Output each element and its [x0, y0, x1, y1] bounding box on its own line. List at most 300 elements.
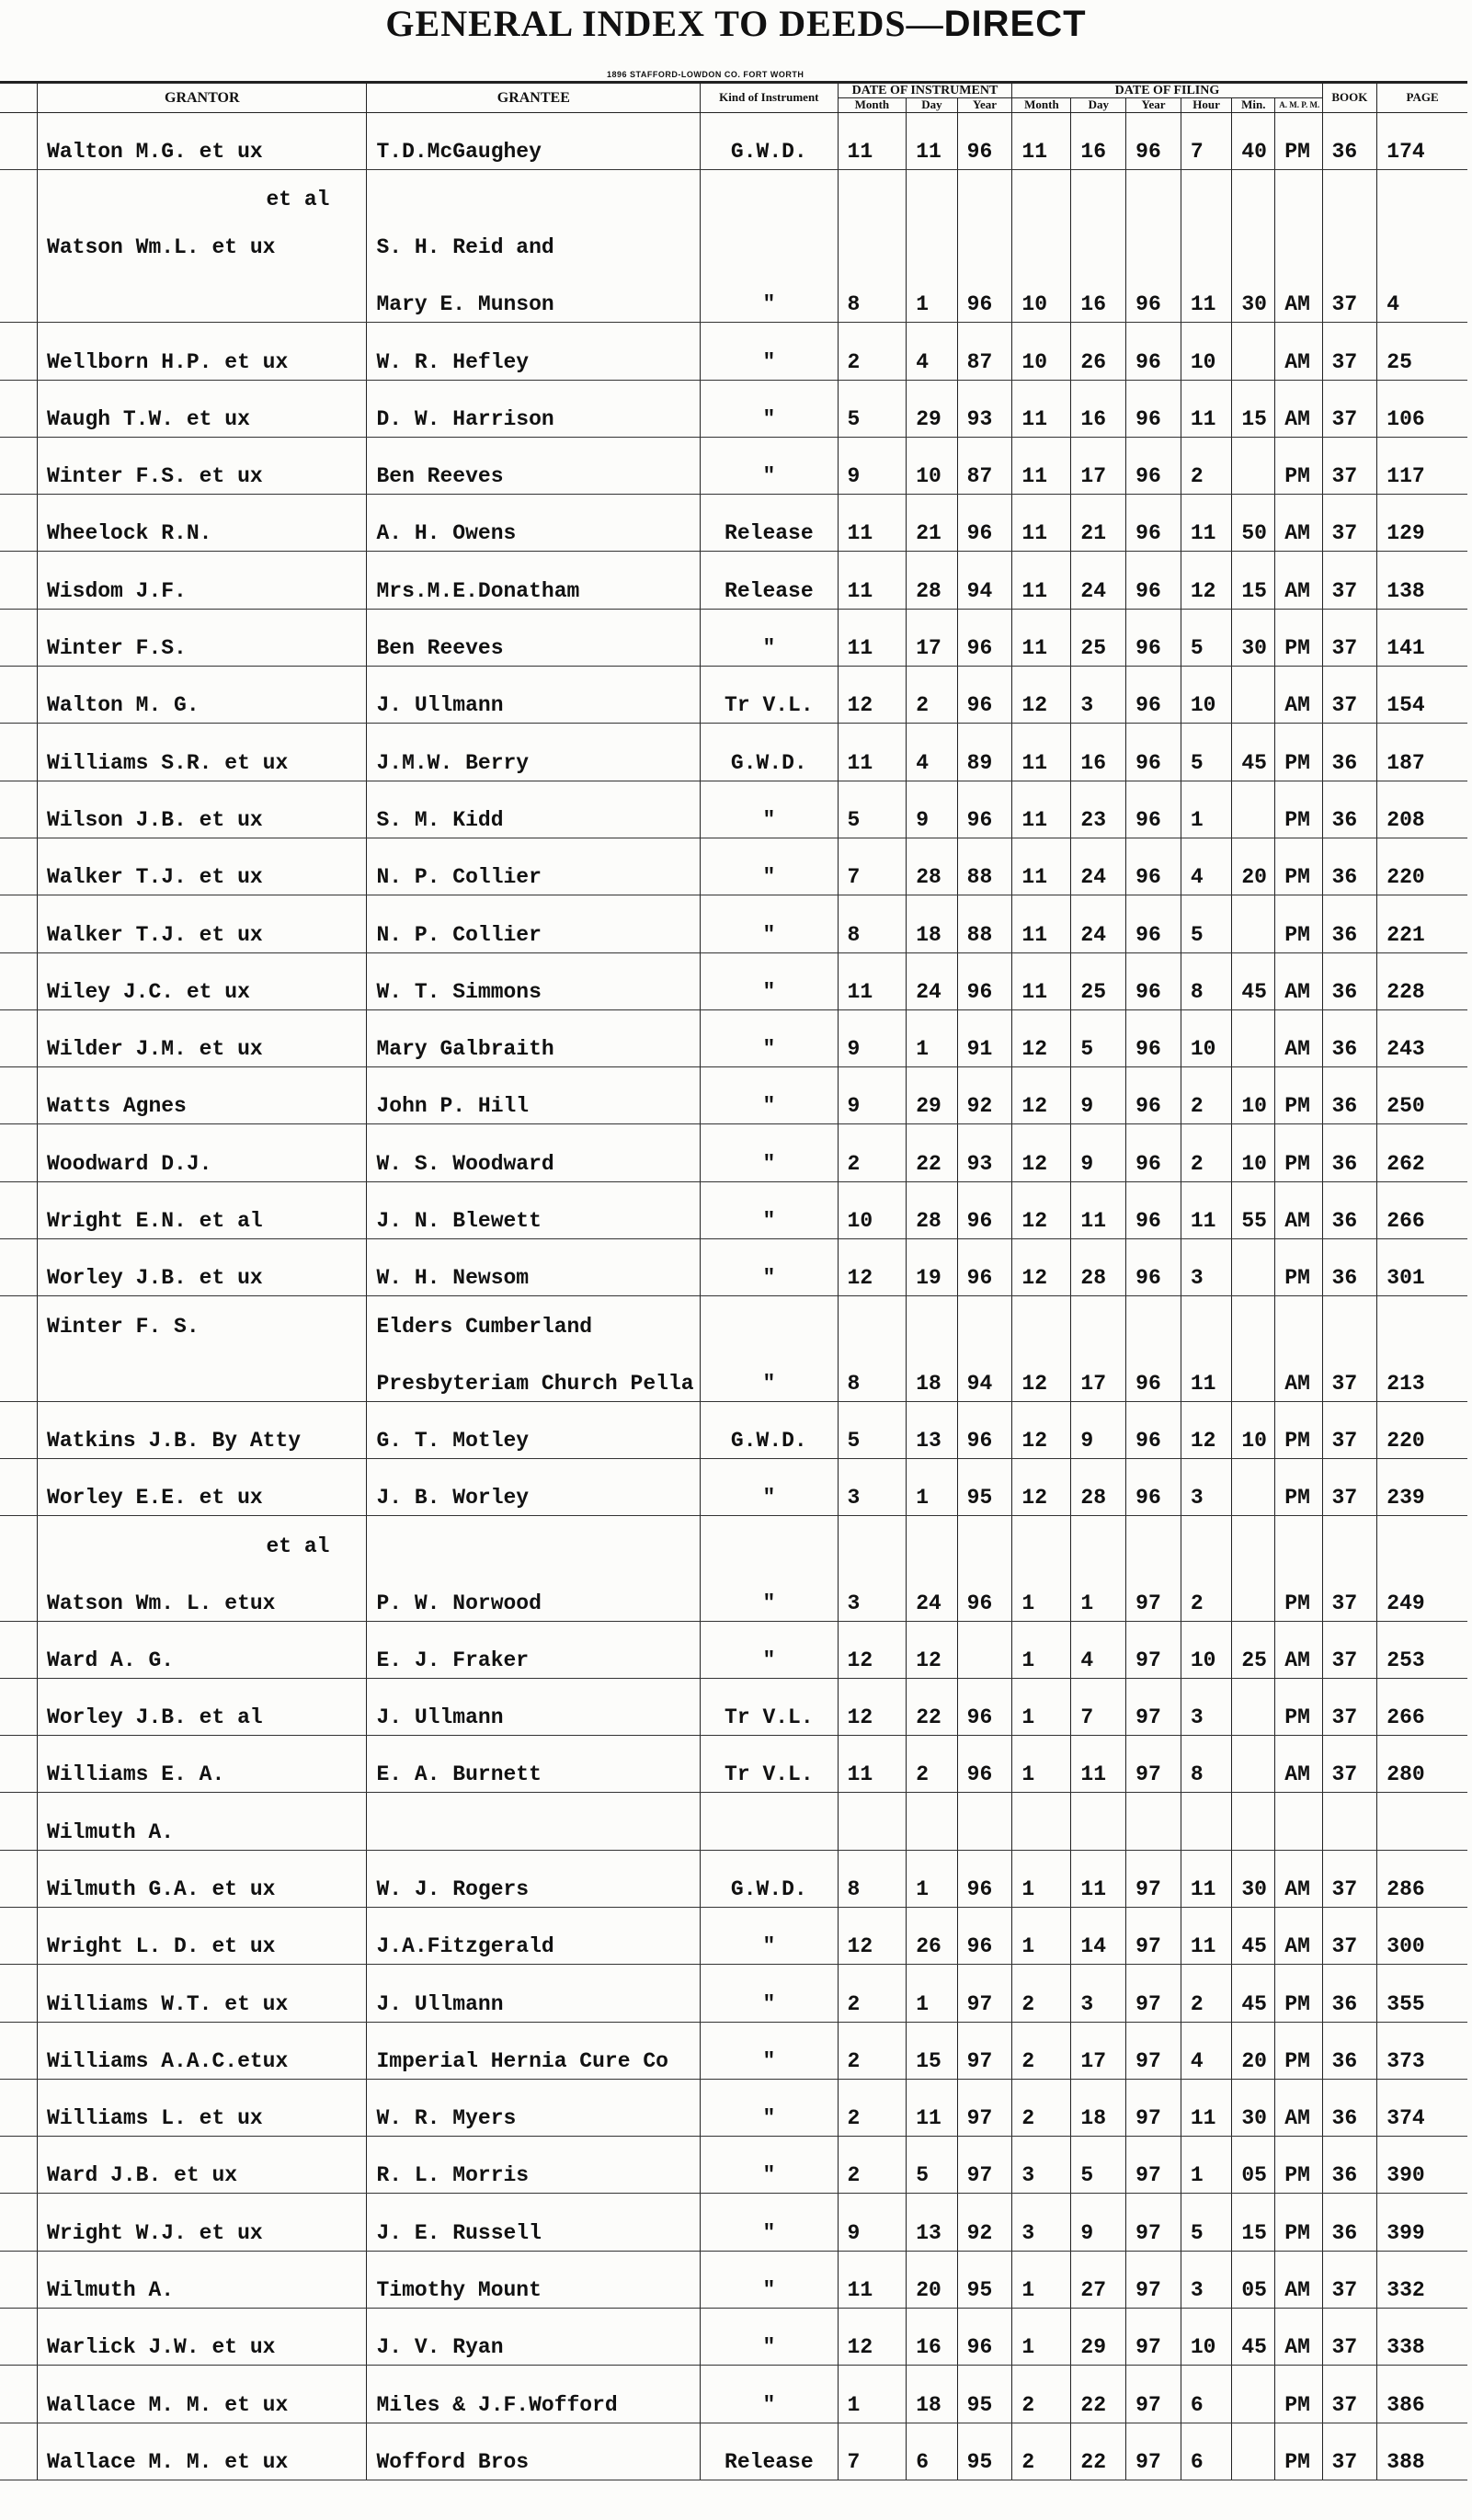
page-cell: 208	[1377, 781, 1467, 838]
grantor-cell: Watson Wm. L. etux	[38, 1564, 367, 1621]
book-cell: 36	[1322, 1009, 1377, 1066]
instrument-year-cell: 91	[957, 1009, 1012, 1066]
table-row	[0, 1850, 1467, 1907]
page-cell: 174	[1377, 112, 1467, 169]
instrument-month-cell: 12	[838, 1908, 907, 1965]
instrument-month-cell: 11	[838, 552, 907, 609]
kind-cell: "	[701, 1965, 838, 2022]
grantor-cell: Wright L. D. et ux	[38, 1908, 367, 1965]
filing-min-cell: 55	[1232, 1181, 1275, 1238]
page-cell: 249	[1377, 1564, 1467, 1621]
page-cell	[1377, 1296, 1467, 1344]
kind-cell: "	[701, 2194, 838, 2251]
page-cell: 250	[1377, 1067, 1467, 1124]
grantor-header: GRANTOR	[38, 83, 367, 113]
margin-cell	[0, 380, 38, 437]
filing-day-cell: 4	[1071, 1621, 1126, 1678]
table-row	[0, 437, 1467, 494]
instrument-month-cell: 10	[838, 1181, 907, 1238]
filing-min-cell	[1232, 1678, 1275, 1735]
instrument-month-cell: 2	[838, 2022, 907, 2079]
instrument-year-header: Year	[957, 98, 1012, 112]
kind-cell	[701, 1296, 838, 1344]
book-cell: 37	[1322, 495, 1377, 552]
instrument-month-cell: 7	[838, 838, 907, 895]
table-row	[0, 2309, 1467, 2366]
instrument-year-cell: 94	[957, 552, 1012, 609]
filing-hour-cell: 10	[1181, 667, 1231, 724]
kind-cell: "	[701, 1124, 838, 1181]
filing-day-cell: 25	[1071, 609, 1126, 666]
instrument-month-cell: 5	[838, 1401, 907, 1458]
filing-hour-cell: 11	[1181, 1344, 1231, 1401]
filing-month-cell: 1	[1012, 2251, 1071, 2308]
grantee-cell: A. H. Owens	[367, 495, 701, 552]
table-row	[0, 1564, 1467, 1621]
filing-hour-cell: 10	[1181, 1621, 1231, 1678]
grantee-cell: Presbyteriam Church Pella	[367, 1344, 701, 1401]
instrument-year-cell: 96	[957, 1678, 1012, 1735]
instrument-year-cell: 96	[957, 1239, 1012, 1296]
margin-cell	[0, 2137, 38, 2194]
filing-min-cell: 10	[1232, 1124, 1275, 1181]
page-cell: 390	[1377, 2137, 1467, 2194]
filing-year-cell: 96	[1126, 609, 1181, 666]
page-cell: 338	[1377, 2309, 1467, 2366]
grantor-cell: Warlick J.W. et ux	[38, 2309, 367, 2366]
instrument-day-cell: 20	[907, 2251, 957, 2308]
filing-day-cell	[1071, 217, 1126, 265]
grantor-cell: Walton M. G.	[38, 667, 367, 724]
instrument-day-cell: 24	[907, 1564, 957, 1621]
filing-day-cell: 17	[1071, 1344, 1126, 1401]
grantee-cell: J. Ullmann	[367, 667, 701, 724]
grantor-cell: Watts Agnes	[38, 1067, 367, 1124]
kind-cell: "	[701, 2366, 838, 2423]
filing-month-cell: 1	[1012, 2309, 1071, 2366]
page-cell	[1377, 217, 1467, 265]
instrument-year-cell	[957, 1296, 1012, 1344]
ampm-cell: PM	[1275, 1239, 1322, 1296]
instrument-month-cell: 5	[838, 781, 907, 838]
instrument-day-cell: 24	[907, 952, 957, 1009]
title-emphasis: DIRECT	[943, 4, 1087, 44]
filing-day-cell: 27	[1071, 2251, 1126, 2308]
filing-year-cell: 97	[1126, 2423, 1181, 2480]
instrument-month-cell: 8	[838, 1344, 907, 1401]
margin-cell	[0, 667, 38, 724]
grantor-cell: Wellborn H.P. et ux	[38, 323, 367, 380]
filing-year-cell: 97	[1126, 1850, 1181, 1907]
grantor-cell: Worley J.B. et al	[38, 1678, 367, 1735]
filing-min-cell: 30	[1232, 1850, 1275, 1907]
book-cell: 37	[1322, 667, 1377, 724]
page-cell: 253	[1377, 1621, 1467, 1678]
margin-cell	[0, 1516, 38, 1564]
page-cell: 266	[1377, 1181, 1467, 1238]
filing-min-cell: 25	[1232, 1621, 1275, 1678]
filing-hour-cell: 11	[1181, 1908, 1231, 1965]
filing-hour-cell: 8	[1181, 952, 1231, 1009]
page-header: PAGE	[1377, 83, 1467, 113]
ampm-cell: PM	[1275, 1124, 1322, 1181]
book-cell: 36	[1322, 2022, 1377, 2079]
kind-cell	[701, 1516, 838, 1564]
kind-cell: Release	[701, 552, 838, 609]
margin-cell	[0, 2423, 38, 2480]
instrument-day-cell: 18	[907, 895, 957, 952]
instrument-day-cell: 10	[907, 437, 957, 494]
filing-hour-cell: 2	[1181, 1067, 1231, 1124]
kind-cell: "	[701, 2079, 838, 2136]
filing-min-cell	[1232, 667, 1275, 724]
ampm-cell: PM	[1275, 1401, 1322, 1458]
filing-day-cell: 18	[1071, 2079, 1126, 2136]
margin-cell	[0, 2309, 38, 2366]
margin-cell	[0, 1678, 38, 1735]
table-row	[0, 2423, 1467, 2480]
filing-month-cell: 2	[1012, 2079, 1071, 2136]
filing-year-cell: 97	[1126, 2079, 1181, 2136]
filing-min-cell: 05	[1232, 2251, 1275, 2308]
kind-cell: Tr V.L.	[701, 1678, 838, 1735]
instrument-day-cell: 6	[907, 2423, 957, 2480]
book-cell: 37	[1322, 265, 1377, 322]
filing-day-cell: 7	[1071, 1678, 1126, 1735]
grantee-cell: N. P. Collier	[367, 838, 701, 895]
grantee-cell: J. B. Worley	[367, 1458, 701, 1515]
grantor-cell: Williams E. A.	[38, 1736, 367, 1793]
filing-month-cell: 11	[1012, 838, 1071, 895]
kind-cell: "	[701, 1067, 838, 1124]
filing-year-cell: 96	[1126, 724, 1181, 781]
kind-cell: Tr V.L.	[701, 667, 838, 724]
grantee-cell: E. A. Burnett	[367, 1736, 701, 1793]
grantor-cell: Wright W.J. et ux	[38, 2194, 367, 2251]
grantee-cell: W. R. Hefley	[367, 323, 701, 380]
instrument-month-cell	[838, 1516, 907, 1564]
ampm-cell: PM	[1275, 781, 1322, 838]
table-row	[0, 217, 1467, 265]
filing-month-cell: 11	[1012, 895, 1071, 952]
instrument-day-cell: 21	[907, 495, 957, 552]
filing-hour-cell	[1181, 1296, 1231, 1344]
ampm-cell: PM	[1275, 2366, 1322, 2423]
filing-min-cell: 45	[1232, 1965, 1275, 2022]
instrument-day-cell: 18	[907, 2366, 957, 2423]
margin-cell	[0, 1621, 38, 1678]
instrument-year-cell: 93	[957, 380, 1012, 437]
ampm-cell: AM	[1275, 1736, 1322, 1793]
instrument-day-cell: 28	[907, 1181, 957, 1238]
filing-min-cell	[1232, 437, 1275, 494]
instrument-month-cell: 11	[838, 952, 907, 1009]
grantee-cell: J. N. Blewett	[367, 1181, 701, 1238]
filing-day-cell: 21	[1071, 495, 1126, 552]
instrument-year-cell: 96	[957, 1736, 1012, 1793]
filing-min-cell: 15	[1232, 2194, 1275, 2251]
margin-cell	[0, 1124, 38, 1181]
grantor-cell: et al	[38, 1516, 367, 1564]
filing-day-cell: 22	[1071, 2366, 1126, 2423]
filing-day-cell: 9	[1071, 1401, 1126, 1458]
page-cell: 141	[1377, 609, 1467, 666]
filing-year-cell: 96	[1126, 1239, 1181, 1296]
instrument-day-cell: 5	[907, 2137, 957, 2194]
instrument-month-cell: 12	[838, 1239, 907, 1296]
filing-day-cell: 3	[1071, 667, 1126, 724]
ampm-cell: AM	[1275, 1181, 1322, 1238]
kind-cell: "	[701, 1621, 838, 1678]
margin-cell	[0, 2251, 38, 2308]
grantee-cell: Imperial Hernia Cure Co	[367, 2022, 701, 2079]
book-cell: 36	[1322, 1239, 1377, 1296]
instrument-year-cell: 93	[957, 1124, 1012, 1181]
margin-cell	[0, 952, 38, 1009]
page-cell: 220	[1377, 1401, 1467, 1458]
filing-month-cell	[1012, 169, 1071, 217]
table-row	[0, 1965, 1467, 2022]
margin-cell	[0, 1908, 38, 1965]
grantee-cell: G. T. Motley	[367, 1401, 701, 1458]
page-cell: 286	[1377, 1850, 1467, 1907]
filing-month-cell: 11	[1012, 552, 1071, 609]
ampm-cell: PM	[1275, 838, 1322, 895]
book-cell: 37	[1322, 1401, 1377, 1458]
grantee-cell: J. Ullmann	[367, 1678, 701, 1735]
filing-hour-cell: 3	[1181, 2251, 1231, 2308]
filing-year-cell: 97	[1126, 2137, 1181, 2194]
book-cell: 37	[1322, 1736, 1377, 1793]
grantee-cell: W. J. Rogers	[367, 1850, 701, 1907]
book-cell: 37	[1322, 380, 1377, 437]
instrument-year-cell: 96	[957, 667, 1012, 724]
filing-year-header: Year	[1126, 98, 1181, 112]
filing-hour-cell: 5	[1181, 895, 1231, 952]
instrument-month-cell: 9	[838, 1009, 907, 1066]
book-cell: 36	[1322, 112, 1377, 169]
grantor-cell: Watson Wm.L. et ux	[38, 217, 367, 265]
grantor-cell: Wright E.N. et al	[38, 1181, 367, 1238]
filing-hour-cell: 12	[1181, 1401, 1231, 1458]
page-cell: 301	[1377, 1239, 1467, 1296]
instrument-day-cell	[907, 217, 957, 265]
filing-hour-cell: 2	[1181, 1124, 1231, 1181]
book-cell: 36	[1322, 895, 1377, 952]
kind-cell: "	[701, 323, 838, 380]
filing-min-cell	[1232, 1793, 1275, 1850]
filing-year-cell: 97	[1126, 1908, 1181, 1965]
grantor-cell: et al	[38, 169, 367, 217]
kind-cell: G.W.D.	[701, 724, 838, 781]
kind-cell: "	[701, 1239, 838, 1296]
page-cell: 399	[1377, 2194, 1467, 2251]
table-row	[0, 1009, 1467, 1066]
instrument-year-cell: 87	[957, 323, 1012, 380]
filing-hour-cell: 12	[1181, 552, 1231, 609]
grantor-cell: Wilder J.M. et ux	[38, 1009, 367, 1066]
margin-cell	[0, 2194, 38, 2251]
instrument-day-cell	[907, 169, 957, 217]
book-cell: 37	[1322, 1621, 1377, 1678]
table-row	[0, 2366, 1467, 2423]
instrument-day-cell: 13	[907, 2194, 957, 2251]
table-row	[0, 781, 1467, 838]
filing-day-cell: 29	[1071, 2309, 1126, 2366]
page-cell: 300	[1377, 1908, 1467, 1965]
instrument-date-header: DATE OF INSTRUMENT	[838, 83, 1012, 98]
filing-month-cell: 1	[1012, 1736, 1071, 1793]
kind-cell: G.W.D.	[701, 112, 838, 169]
filing-year-cell	[1126, 1793, 1181, 1850]
kind-cell	[701, 169, 838, 217]
page-cell	[1377, 169, 1467, 217]
printer-imprint: 1896 STAFFORD-LOWDON CO. FORT WORTH	[607, 70, 804, 79]
margin-cell	[0, 552, 38, 609]
filing-hour-cell: 11	[1181, 265, 1231, 322]
kind-cell	[701, 217, 838, 265]
grantor-cell	[38, 265, 367, 322]
margin-cell	[0, 323, 38, 380]
ampm-cell: PM	[1275, 2022, 1322, 2079]
grantor-cell: Wallace M. M. et ux	[38, 2366, 367, 2423]
ampm-cell: AM	[1275, 2309, 1322, 2366]
filing-min-header: Min.	[1232, 98, 1275, 112]
kind-cell	[701, 1793, 838, 1850]
page-cell: 117	[1377, 437, 1467, 494]
grantor-cell: Winter F.S. et ux	[38, 437, 367, 494]
page-cell: 243	[1377, 1009, 1467, 1066]
grantee-header: GRANTEE	[367, 83, 701, 113]
book-header: BOOK	[1322, 83, 1377, 113]
instrument-day-cell: 11	[907, 2079, 957, 2136]
margin-cell	[0, 2022, 38, 2079]
grantee-cell: S. M. Kidd	[367, 781, 701, 838]
filing-month-cell: 11	[1012, 781, 1071, 838]
filing-hour-cell	[1181, 1793, 1231, 1850]
grantee-cell: J. Ullmann	[367, 1965, 701, 2022]
instrument-day-cell: 1	[907, 1965, 957, 2022]
instrument-year-cell: 87	[957, 437, 1012, 494]
grantor-cell: Wilson J.B. et ux	[38, 781, 367, 838]
instrument-month-cell: 3	[838, 1564, 907, 1621]
filing-min-cell: 05	[1232, 2137, 1275, 2194]
table-row	[0, 724, 1467, 781]
ampm-cell	[1275, 1793, 1322, 1850]
instrument-year-cell: 95	[957, 2366, 1012, 2423]
grantee-cell: Mary E. Munson	[367, 265, 701, 322]
margin-cell	[0, 1009, 38, 1066]
filing-year-cell: 97	[1126, 2309, 1181, 2366]
page-cell: 154	[1377, 667, 1467, 724]
instrument-month-cell: 2	[838, 1124, 907, 1181]
book-cell: 37	[1322, 609, 1377, 666]
instrument-year-cell: 96	[957, 495, 1012, 552]
ampm-cell: AM	[1275, 495, 1322, 552]
margin-cell	[0, 1344, 38, 1401]
table-row	[0, 495, 1467, 552]
instrument-month-cell: 8	[838, 265, 907, 322]
instrument-day-cell	[907, 1296, 957, 1344]
filing-hour-cell: 1	[1181, 781, 1231, 838]
ampm-cell: PM	[1275, 1564, 1322, 1621]
filing-year-cell: 97	[1126, 2251, 1181, 2308]
grantor-cell: Worley E.E. et ux	[38, 1458, 367, 1515]
grantee-cell: D. W. Harrison	[367, 380, 701, 437]
book-cell: 36	[1322, 2079, 1377, 2136]
page-cell: 266	[1377, 1678, 1467, 1735]
grantor-cell: Williams L. et ux	[38, 2079, 367, 2136]
ampm-cell	[1275, 217, 1322, 265]
filing-year-cell: 97	[1126, 1621, 1181, 1678]
filing-day-cell: 11	[1071, 1736, 1126, 1793]
filing-hour-cell: 6	[1181, 2366, 1231, 2423]
filing-day-cell: 16	[1071, 380, 1126, 437]
table-row	[0, 552, 1467, 609]
book-cell: 37	[1322, 1678, 1377, 1735]
grantee-cell	[367, 1793, 701, 1850]
instrument-year-cell: 94	[957, 1344, 1012, 1401]
instrument-year-cell: 96	[957, 1401, 1012, 1458]
filing-min-cell: 45	[1232, 952, 1275, 1009]
instrument-month-cell: 9	[838, 2194, 907, 2251]
filing-hour-cell: 3	[1181, 1678, 1231, 1735]
instrument-day-cell	[907, 1793, 957, 1850]
filing-date-header: DATE OF FILING	[1012, 83, 1322, 98]
book-cell: 36	[1322, 1067, 1377, 1124]
grantee-cell: T.D.McGaughey	[367, 112, 701, 169]
filing-month-cell: 10	[1012, 323, 1071, 380]
filing-day-cell: 24	[1071, 552, 1126, 609]
filing-month-cell: 11	[1012, 495, 1071, 552]
filing-day-cell: 28	[1071, 1239, 1126, 1296]
filing-month-cell: 12	[1012, 1458, 1071, 1515]
book-cell: 36	[1322, 2137, 1377, 2194]
filing-day-cell: 3	[1071, 1965, 1126, 2022]
table-row	[0, 1296, 1467, 1344]
filing-hour-cell: 2	[1181, 1965, 1231, 2022]
filing-year-cell: 96	[1126, 380, 1181, 437]
instrument-day-cell: 1	[907, 1009, 957, 1066]
ampm-cell: PM	[1275, 2423, 1322, 2480]
filing-day-cell: 16	[1071, 724, 1126, 781]
grantee-cell: J.M.W. Berry	[367, 724, 701, 781]
instrument-year-cell: 88	[957, 838, 1012, 895]
filing-day-cell	[1071, 1793, 1126, 1850]
grantee-cell	[367, 1516, 701, 1564]
grantee-cell: W. T. Simmons	[367, 952, 701, 1009]
filing-hour-cell: 5	[1181, 2194, 1231, 2251]
filing-month-cell: 11	[1012, 112, 1071, 169]
filing-month-cell: 1	[1012, 1850, 1071, 1907]
instrument-year-cell: 96	[957, 781, 1012, 838]
filing-day-cell: 16	[1071, 265, 1126, 322]
filing-min-cell	[1232, 1009, 1275, 1066]
instrument-month-cell	[838, 217, 907, 265]
grantor-cell: Woodward D.J.	[38, 1124, 367, 1181]
filing-min-cell	[1232, 2366, 1275, 2423]
page-cell	[1377, 1793, 1467, 1850]
instrument-day-cell: 28	[907, 552, 957, 609]
filing-min-cell	[1232, 1239, 1275, 1296]
filing-min-cell: 10	[1232, 1401, 1275, 1458]
page-cell: 386	[1377, 2366, 1467, 2423]
filing-year-cell: 97	[1126, 1736, 1181, 1793]
book-cell	[1322, 1793, 1377, 1850]
instrument-month-cell: 11	[838, 112, 907, 169]
instrument-day-cell: 29	[907, 1067, 957, 1124]
kind-cell: "	[701, 895, 838, 952]
